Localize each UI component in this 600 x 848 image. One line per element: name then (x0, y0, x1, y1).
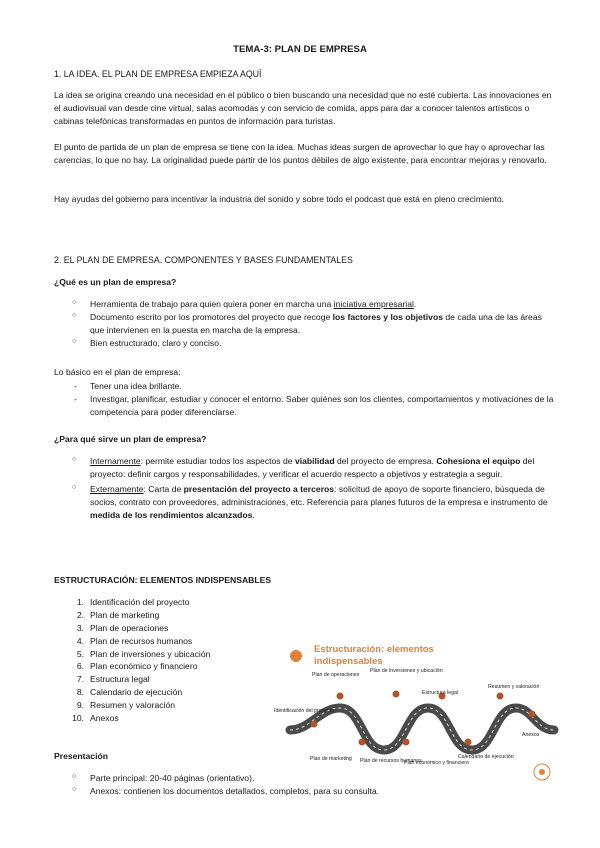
list-item (54, 686, 274, 699)
item-text: Identificación del proyecto (90, 597, 190, 607)
text: . (413, 299, 417, 309)
elements-list (54, 596, 274, 725)
roadmap-svg (270, 638, 570, 786)
internamente-label: Internamente (90, 456, 141, 466)
list-item (54, 648, 274, 661)
what-for-list (54, 455, 554, 521)
circle-bullet-icon: ○ (72, 773, 77, 780)
item-number: 2. (76, 609, 84, 620)
road-path (290, 708, 554, 750)
pin-icon (529, 711, 536, 718)
label-bottom-1: Plan de marketing (310, 756, 352, 762)
text: del proyecto: definir cargos y responsabilidades, y verificar el acuerdo respecto a objetivos y estrategia a seguir. (90, 456, 535, 479)
item-text: Plan de operaciones (90, 622, 169, 633)
bold-text: medida de los rendimientos alcanzados (90, 509, 253, 520)
logo-icon (534, 764, 550, 780)
dash-bullet-icon: - (74, 393, 77, 404)
circle-bullet-icon: ○ (72, 337, 77, 345)
label-bottom-4: Calendario de ejecución (458, 754, 514, 760)
text: Documento escrito por los promotores del proyecto que recoge (90, 311, 333, 322)
list-item (54, 393, 554, 419)
circle-bullet-icon: ○ (72, 785, 77, 793)
page-title: TEMA-3: PLAN DE EMPRESA (233, 44, 367, 55)
list-item (54, 673, 274, 686)
text: Herramienta de trabajo para quien quiera poner en marcha una (90, 299, 334, 309)
item-text: Plan de inversiones y ubicación (90, 648, 211, 659)
label-bottom-3: Plan económico y financiero (404, 760, 469, 766)
text: : permite estudiar todos los aspectos de (140, 456, 295, 466)
question-what-is: ¿Qué es un plan de empresa? (54, 277, 177, 287)
text: Tener una idea brillante. (90, 381, 182, 391)
list-item (54, 298, 554, 311)
section-3-heading: ESTRUCTURACIÓN: ELEMENTOS INDISPENSABLES (54, 575, 272, 585)
list-item (54, 596, 274, 609)
item-number: 10. (72, 713, 84, 724)
list-item (54, 483, 554, 522)
label-top-4: Resumen y valoración (488, 684, 540, 690)
label-top-1: Plan de operaciones (312, 672, 360, 678)
item-number: 6. (76, 661, 84, 672)
text: : solicitud de apoyo de soporte financiero, búsqueda de socios, contrato con proveedores, administraciones, etc. Referencia para planes futuros de la empresa e instrumento de (90, 483, 548, 507)
pin-icon (311, 721, 318, 728)
item-text: Calendario de ejecución (90, 687, 183, 698)
item-number: 3. (76, 622, 84, 633)
item-text: Plan de recursos humanos (90, 635, 193, 646)
section-1-paragraph-1: La idea se origina creando una necesidad en el público o bien buscando una necesidad que no esté cubierta. Las innovaciones en el audiovisual van desde cine virtual, salas acomodas y con servicio de comida, apps para dar a conocer talentos artísticos o cabinas telefónicas transformadas en puntos de información para turistas. (54, 90, 552, 126)
circle-bullet-icon: ○ (72, 299, 77, 306)
bold-text: Cohesiona el equipo (436, 456, 521, 466)
item-text: Plan de marketing (90, 609, 160, 620)
iniciativa-link[interactable]: iniciativa empresarial (333, 299, 414, 309)
label-start: Identificación del proyecto (274, 708, 334, 714)
list-item (54, 337, 554, 350)
text: Bien estructurado, claro y conciso. (90, 337, 222, 348)
list-item (54, 380, 554, 393)
section-1-heading: 1. LA IDEA. EL PLAN DE EMPRESA EMPIEZA AQUÍ (54, 69, 262, 79)
pin-icon (359, 739, 366, 746)
item-text: Resumen y valoración (90, 700, 176, 711)
text: Anexos: contienen los documentos detallados, completos, para su consulta. (90, 785, 380, 796)
item-text: Anexos (90, 713, 119, 724)
bold-text: viabilidad (294, 456, 335, 466)
text: de cada una de las áreas que intervienen en la puesta en marcha de la empresa. (90, 311, 542, 335)
item-number: 1. (76, 597, 84, 607)
text: : Carta de (143, 483, 184, 494)
question-what-for: ¿Para qué sirve un plan de empresa? (54, 434, 207, 444)
list-item (54, 609, 274, 622)
pin-icon (337, 693, 344, 700)
circle-bullet-icon: ○ (72, 311, 77, 319)
bold-text: los factores y los objetivos (332, 311, 443, 322)
list-item (54, 622, 274, 635)
list-item (54, 699, 274, 712)
list-item (54, 311, 554, 337)
label-top-2: Plan de inversiones y ubicación (370, 668, 443, 674)
infographic-badge-icon (290, 650, 302, 662)
bold-text: presentación del proyecto a terceros (183, 483, 335, 494)
basico-list (54, 380, 554, 419)
item-number: 9. (76, 700, 84, 711)
label-end: Anexos (522, 732, 540, 738)
item-text: Plan económico y financiero (90, 661, 198, 672)
list-item (54, 635, 274, 648)
item-number: 7. (76, 674, 84, 685)
label-bottom-2: Plan de recursos humanos (360, 758, 422, 764)
list-item (54, 785, 554, 798)
infographic-title-2: indispensables (314, 656, 383, 667)
list-item (54, 660, 274, 673)
presentacion-heading: Presentación (54, 751, 108, 761)
pin-icon (403, 739, 410, 746)
infographic-title-1: Estructuración: elementos (314, 644, 434, 655)
section-2-heading: 2. EL PLAN DE EMPRESA. COMPONENTES Y BASES FUNDAMENTALES (54, 255, 353, 265)
label-top-3: Estructura legal (422, 690, 459, 696)
dash-bullet-icon: - (74, 381, 77, 391)
section-1-paragraph-3: Hay ayudas del gobierno para incentivar la industria del sonido y sobre todo el podcast que está en pleno crecimiento. (54, 194, 505, 204)
list-item (54, 455, 554, 481)
item-number: 5. (76, 648, 84, 659)
text: . (252, 509, 255, 520)
externamente-label: Externamente (90, 483, 144, 494)
item-number: 8. (76, 687, 84, 698)
text: Parte principal: 20-40 páginas (orientativo). (90, 773, 255, 783)
circle-bullet-icon: ○ (72, 483, 77, 491)
list-item (54, 712, 274, 725)
section-1-paragraph-2: El punto de partida de un plan de empresa se tiene con la idea. Muchas ideas surgen de aprovechar lo que hay o aprovechar las carencias, lo que no hay. La originalidad puede partir de los puntos débiles de algo existente, para encontrar mejoras y renovarlo. (54, 142, 547, 165)
pin-icon (393, 691, 400, 698)
roadmap-infographic (270, 638, 570, 786)
basico-intro: Lo básico en el plan de empresa: (54, 367, 181, 377)
circle-bullet-icon: ○ (72, 456, 77, 463)
text: Investigar, planificar, estudiar y conocer el entorno. Saber quiénes son los clientes, comportamientos y motivaciones de la competencia para poder diferenciarse. (90, 393, 554, 417)
pin-icon (465, 739, 472, 746)
item-number: 4. (76, 635, 84, 646)
item-text: Estructura legal (90, 674, 150, 685)
what-is-list (54, 298, 554, 350)
pin-icon (497, 693, 504, 700)
text: del proyecto de empresa. (334, 456, 437, 466)
